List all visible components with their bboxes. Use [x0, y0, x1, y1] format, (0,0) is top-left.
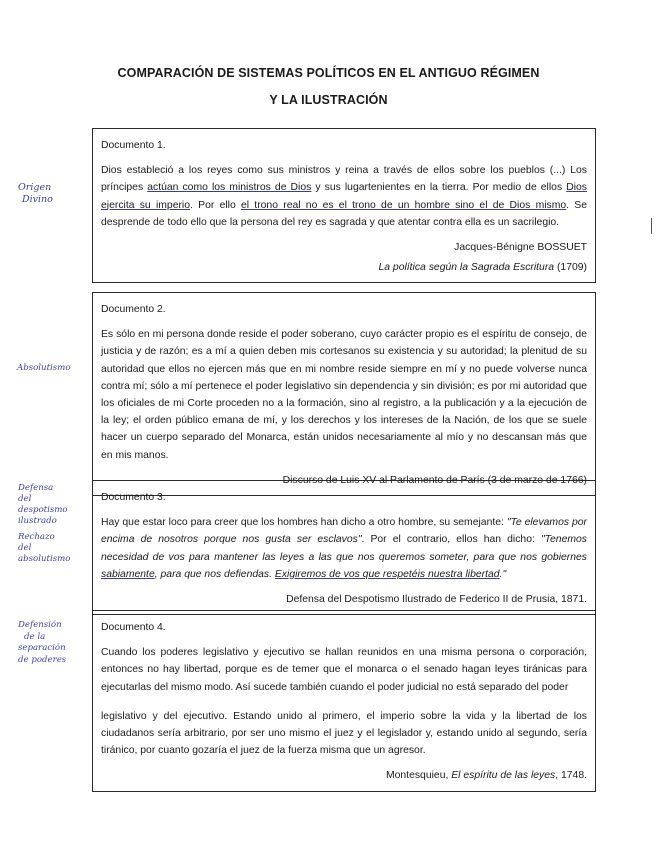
edge-mark	[651, 218, 652, 234]
margin-note-line: despotismo	[18, 505, 68, 515]
document-3-source: Defensa del Despotismo Ilustrado de Federico II de Prusia, 1871.	[286, 594, 587, 606]
margin-note-absolutismo	[17, 362, 71, 374]
document-1-author: Jacques-Bénigne BOSSUET	[454, 242, 587, 254]
margin-note-origen-divino	[18, 182, 53, 206]
margin-note-line: Absolutismo	[17, 363, 71, 373]
document-4-source: Montesquieu, El espíritu de las leyes, 1748.	[385, 770, 587, 782]
margin-note-despotismo	[18, 483, 70, 565]
margin-note-line: absolutismo	[18, 554, 71, 564]
document-2-heading: Documento 2.	[101, 304, 166, 315]
margin-note-line: del	[18, 494, 32, 504]
document-2-source: Discurso de Luis XV al Parlamento de París (3 de marzo de 1766)	[282, 474, 587, 486]
document-1-text: Dios estableció a los reyes como sus ministros y reina a través de ellos sobre los pueblos (...) Los príncipes actúan como los ministros de Dios y sus lugartenientes en la tierra. Por medio de ellos Dios ejercita su imperio. Por ello el trono real no es el trono de un hombre sino el de Dios mismo. Se desprende de todo ello que la persona del rey es sagrada y que atentar contra ella es un sacrilegio.	[101, 165, 588, 228]
page-title: COMPARACIÓN DE SISTEMAS POLÍTICOS EN EL ANTIGUO RÉGIMEN	[117, 66, 540, 80]
document-4-box	[92, 610, 596, 792]
page-subtitle: Y LA ILUSTRACIÓN	[269, 93, 388, 107]
document-4-text-2: legislativo y del ejecutivo. Estando unido al primero, el imperio sobre la vida y la libertad de los ciudadanos sería arbitrario, por ser uno mismo el juez y el legislador y, estando unido al segundo, sería tiránico, por cuanto gozaría el juez de la fuerza misma que un agresor.	[101, 710, 587, 757]
margin-note-line: Defensión	[18, 620, 62, 630]
document-1-heading: Documento 1.	[101, 140, 166, 151]
margin-note-line: de poderes	[18, 654, 67, 665]
document-3-text: Hay que estar loco para creer que los hombres han dicho a otro hombre, su semejante: "Te elevamos por encima de nosotros porque nos gusta ser esclavos". Por el contrario, ellos han dicho: "Tenemos necesidad de vos para mantener las leyes a las que nos queremos someter, para que nos gobiernes sabiamente, para que nos defiendas. Exigiremos de vos que respetéis nuestra libertad."	[101, 517, 587, 580]
document-1-work: La política según la Sagrada Escritura (1709)	[378, 262, 587, 274]
document-3-heading: Documento 3.	[101, 492, 166, 503]
margin-note-line: Rechazo	[18, 532, 55, 542]
document-2-text: Es sólo en mi persona donde reside el poder soberano, cuyo carácter propio es el espíritu de consejo, de justicia y de razón; es a mí a quien deben mis cortesanos su existencia y su autoridad; la plenitud de su autoridad que ellos no ejercen más que en mi nombre reside siempre en mí y no puede volverse nunca contra mí; sólo a mí pertenece el poder legislativo sin dependencia y sin división; es por mi autoridad que los oficiales de mi Corte proceden no a la formación, sino al registro, a la publicación y a la ejecución de la ley; el orden público emana de mí, y los derechos y los intereses de la Nación, de los que se suele hacer un cuerpo separado del Monarca, están unidos necesariamente al mío y no descansan más que en mis manos.	[101, 329, 587, 461]
document-4-heading: Documento 4.	[101, 622, 166, 633]
margin-note-line: del	[18, 543, 32, 553]
margin-note-line: Divino	[22, 194, 53, 205]
margin-note-line: separación	[18, 643, 66, 653]
margin-note-line: Defensa	[18, 483, 54, 493]
margin-note-line: Origen	[18, 182, 52, 193]
document-4-text-1: Cuando los poderes legislativo y ejecutivo se hallan reunidos en una misma persona o corporación, entonces no hay libertad, porque es de temer que el monarca o el senado hagan leyes tiránicas para ejecutarlas del mismo modo. Así sucede también cuando el poder judicial no está separado del poder	[101, 647, 587, 693]
document-2-box	[92, 292, 596, 496]
document-3-box	[92, 480, 596, 615]
margin-note-line: ilustrado	[18, 516, 57, 526]
document-1-box	[92, 128, 596, 283]
margin-note-line: de la	[24, 631, 46, 642]
margin-note-separacion	[18, 620, 66, 666]
